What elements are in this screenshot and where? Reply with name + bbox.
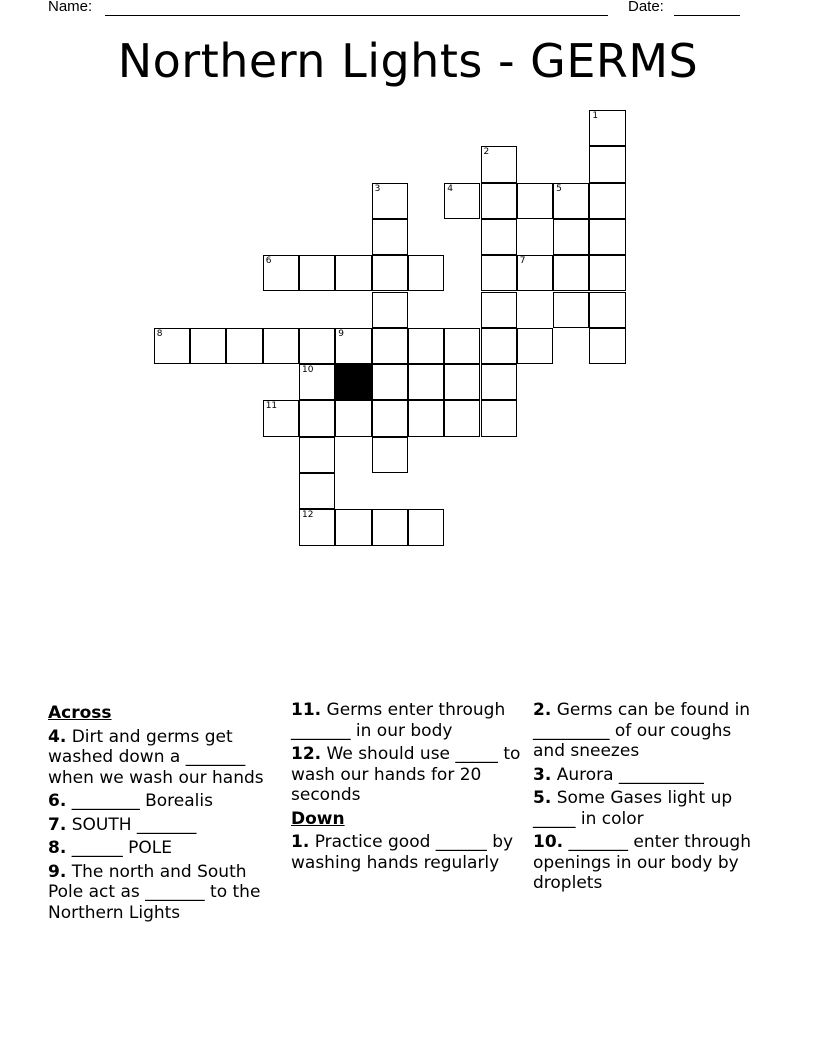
grid-cell[interactable] (589, 292, 625, 328)
grid-cell[interactable] (299, 400, 335, 436)
down-clue-3 (533, 765, 768, 786)
grid-cell[interactable] (154, 328, 190, 364)
clue-number: 11. (291, 700, 322, 720)
grid-cell[interactable] (372, 437, 408, 473)
clues-column-1 (48, 700, 283, 926)
grid-cell[interactable] (299, 437, 335, 473)
across-heading: Across (48, 703, 112, 723)
clue-text: Germs enter through _______ in our body (291, 700, 506, 741)
grid-cell[interactable] (444, 400, 480, 436)
grid-cell[interactable] (517, 255, 553, 291)
grid-cell[interactable] (372, 364, 408, 400)
clue-text: _______ enter through openings in our body by droplets (533, 832, 751, 893)
grid-cell[interactable] (589, 183, 625, 219)
grid-cell[interactable] (553, 183, 589, 219)
date-label: Date: (628, 0, 664, 15)
clue-number-label: 1 (592, 111, 599, 121)
clue-number: 1. (291, 832, 310, 852)
clue-number-label: 11 (265, 401, 278, 412)
clue-number-label: 7 (519, 256, 526, 267)
clue-number: 6. (48, 791, 67, 811)
across-clue-11 (291, 700, 526, 741)
clue-number-label: 9 (338, 328, 345, 339)
clues-column-3 (533, 700, 768, 897)
clue-number: 7. (48, 814, 67, 835)
across-clue-7 (48, 815, 283, 836)
clue-number-label: 8 (156, 328, 163, 339)
grid-cell[interactable] (553, 219, 589, 255)
clue-text: We should use _____ to wash our hands for 20 seconds (291, 744, 521, 805)
grid-cell[interactable] (335, 328, 371, 364)
clue-number: 8. (48, 838, 67, 858)
grid-cell[interactable] (408, 509, 444, 545)
clue-number-label: 6 (265, 256, 272, 267)
grid-cell[interactable] (335, 509, 371, 545)
clue-number: 3. (533, 764, 552, 785)
clue-number-label: 10 (302, 365, 314, 376)
grid-cell[interactable] (481, 183, 517, 219)
grid-cell[interactable] (408, 255, 444, 291)
down-heading: Down (291, 808, 345, 829)
clue-text: The north and South Pole act as _______ to the Northern Lights (48, 861, 261, 923)
down-clue-2 (533, 700, 768, 762)
clue-text: Practice good ______ by washing hands regularly (291, 832, 514, 873)
grid-cell[interactable] (589, 328, 625, 364)
grid-cell[interactable] (263, 328, 299, 364)
grid-cell[interactable] (553, 292, 589, 328)
clue-text: Dirt and germs get washed down a _______ when we wash our hands (48, 726, 264, 788)
clue-number-label: 5 (556, 183, 562, 194)
grid-cell[interactable] (589, 219, 625, 255)
grid-cell[interactable] (372, 509, 408, 545)
grid-cell[interactable] (335, 400, 371, 436)
across-clue-6 (48, 791, 283, 812)
grid-cell[interactable] (408, 400, 444, 436)
grid-cell[interactable] (481, 219, 517, 255)
grid-cell[interactable] (226, 328, 262, 364)
grid-cell[interactable] (408, 364, 444, 400)
across-clue-8 (48, 838, 283, 859)
clue-number: 2. (533, 700, 552, 720)
grid-cell[interactable] (517, 183, 553, 219)
grid-cell[interactable] (299, 328, 335, 364)
clue-text: ______ POLE (66, 838, 172, 858)
grid-cell[interactable] (299, 509, 335, 545)
grid-cell[interactable] (372, 328, 408, 364)
grid-cell[interactable] (444, 183, 480, 219)
grid-cell[interactable] (372, 219, 408, 255)
clue-number-label: 3 (374, 183, 381, 194)
grid-cell[interactable] (481, 255, 517, 291)
page-title: Northern Lights - GERMS (117, 34, 699, 88)
across-clue-12 (291, 744, 526, 806)
grid-cell[interactable] (589, 110, 625, 146)
clue-number: 12. (291, 744, 322, 764)
clue-number: 10. (533, 832, 564, 852)
blocked-cell (335, 364, 371, 400)
grid-cell[interactable] (481, 364, 517, 400)
clue-text: Aurora __________ (551, 764, 704, 785)
down-clue-1 (291, 832, 526, 873)
grid-cell[interactable] (408, 328, 444, 364)
clue-text: ________ Borealis (66, 791, 213, 811)
down-clue-10 (533, 832, 768, 894)
clue-number-label: 12 (302, 510, 314, 521)
clue-text: Some Gases light up _____ in color (533, 788, 733, 829)
grid-cell[interactable] (372, 400, 408, 436)
clue-number: 4. (48, 726, 67, 747)
grid-cell[interactable] (263, 400, 299, 436)
grid-cell[interactable] (299, 364, 335, 400)
clue-number: 9. (48, 861, 67, 882)
grid-cell[interactable] (372, 292, 408, 328)
grid-cell[interactable] (299, 255, 335, 291)
down-clue-5 (533, 788, 768, 829)
grid-cell[interactable] (481, 328, 517, 364)
grid-cell[interactable] (553, 255, 589, 291)
clue-number-label: 2 (483, 147, 490, 158)
grid-cell[interactable] (263, 255, 299, 291)
grid-cell[interactable] (589, 146, 625, 182)
clue-text: SOUTH _______ (66, 814, 197, 835)
grid-cell[interactable] (481, 292, 517, 328)
grid-cell[interactable] (481, 146, 517, 182)
grid-cell[interactable] (444, 364, 480, 400)
clues-column-2 (291, 700, 526, 876)
clue-text: Germs can be found in _________ of our coughs and sneezes (533, 700, 751, 761)
name-label: Name: (48, 0, 93, 15)
grid-cell[interactable] (444, 328, 480, 364)
grid-cell[interactable] (190, 328, 226, 364)
grid-cell[interactable] (372, 183, 408, 219)
grid-cell[interactable] (589, 255, 625, 291)
grid-cell[interactable] (481, 400, 517, 436)
grid-cell[interactable] (372, 255, 408, 291)
clue-number: 5. (533, 788, 552, 808)
clue-number-label: 4 (447, 183, 453, 194)
grid-cell[interactable] (517, 328, 553, 364)
across-clue-4 (48, 727, 283, 789)
across-clue-9 (48, 862, 283, 924)
grid-cell[interactable] (335, 255, 371, 291)
grid-cell[interactable] (299, 473, 335, 509)
